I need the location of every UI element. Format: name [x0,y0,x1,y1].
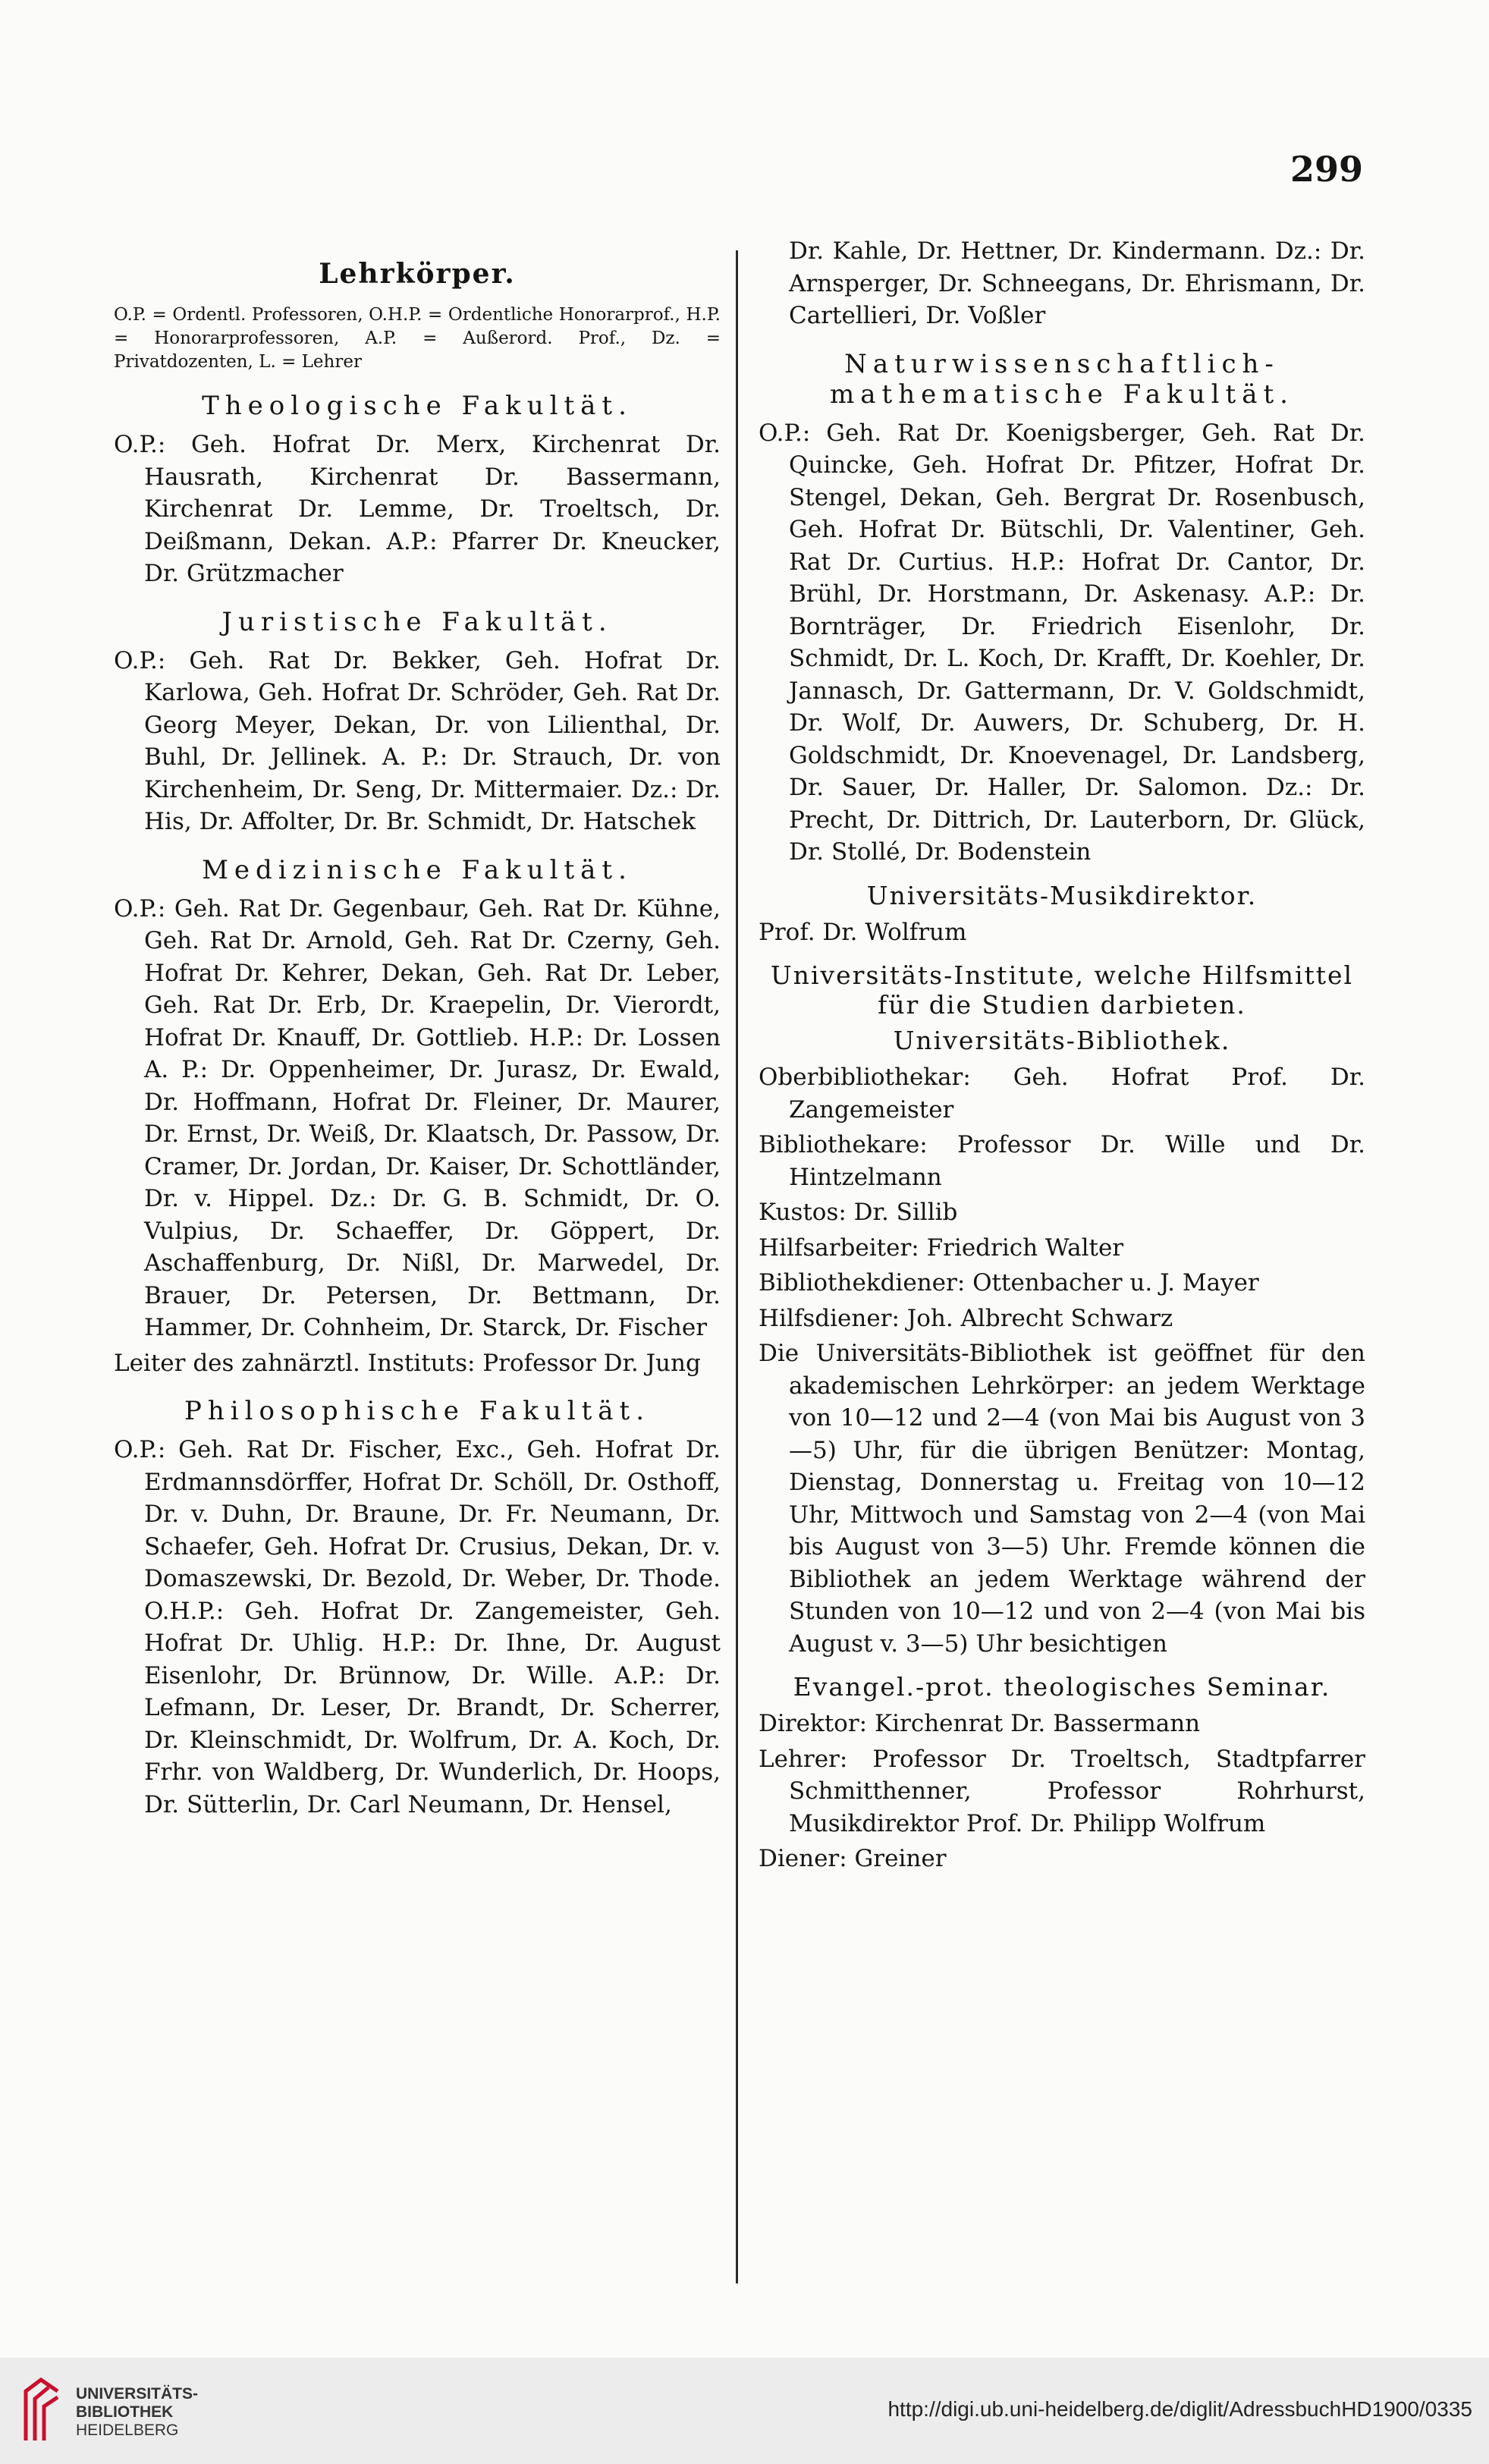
philosophy-title: Philosophische Fakultät. [184,1396,651,1426]
seminar-title: Evangel.-prot. theologisches Seminar. [793,1672,1331,1702]
brand-line3: HEIDELBERG [76,2422,179,2439]
brand-line2: BIBLIOTHEK [76,2403,174,2421]
seminar-line: Direktor: Kirchenrat Dr. Bassermann [759,1710,1201,1737]
medicine-text: O.P.: Geh. Rat Dr. Gegenbaur, Geh. Rat Dr. Kühne, Geh. Rat Dr. Arnold, Geh. Rat Dr. Czerny, Geh. Hofrat Dr. Kehrer, Dekan, Geh. Rat Dr. Leber, Geh. Rat Dr. Erb, Dr. Kraepelin, Dr. Vierordt, Hofrat Dr. Knauff, Dr. Gottlieb. H.P.: Dr. Lossen A. P.: Dr. Oppenheimer, Dr. Jurasz, Dr. Ewald, Dr. Hoffmann, Hofrat Dr. Fleiner, Dr. Maurer, Dr. Ernst, Dr. Weiß, Dr. Klaatsch, Dr. Passow, Dr. Cramer, Dr. Jordan, Dr. Kaiser, Dr. Schottländer, Dr. v. Hippel. Dz.: Dr. G. B. Schmidt, Dr. O. Vulpius, Dr. Schaeffer, Dr. Göppert, Dr. Aschaffenburg, Dr. Nißl, Dr. Marwedel, Dr. Brauer, Dr. Petersen, Dr. Bettmann, Dr. Hammer, Dr. Cohnheim, Dr. Starck, Dr. Fischer [114,894,721,1341]
library-line: Hilfsdiener: Joh. Albrecht Schwarz [759,1304,1173,1332]
left-column [114,235,721,1824]
library-line: Hilfsarbeiter: Friedrich Walter [759,1234,1124,1262]
column-divider [736,250,738,2283]
science-title: Naturwissenschaftlich-mathematische Fakultät. [830,348,1294,410]
library-brand[interactable] [76,2385,198,2440]
faculty-heading: Lehrkörper. [319,258,516,290]
science-text: O.P.: Geh. Rat Dr. Koenigsberger, Geh. Rat Dr. Quincke, Geh. Hofrat Dr. Pfitzer, Hofrat Dr. Stengel, Dekan, Geh. Bergrat Dr. Rosenbusch, Geh. Hofrat Dr. Bütschli, Dr. Valentiner, Geh. Rat Dr. Curtius. H.P.: Hofrat Dr. Cantor, Dr. Brühl, Dr. Horstmann, Dr. Askenasy. A.P.: Dr. Bornträger, Dr. Friedrich Eisenlohr, Dr. Schmidt, Dr. L. Koch, Dr. Krafft, Dr. Koehler, Dr. Jannasch, Dr. Gattermann, Dr. V. Goldschmidt, Dr. Wolf, Dr. Auwers, Dr. Schuberg, Dr. H. Goldschmidt, Dr. Knoevenagel, Dr. Landsberg, Dr. Sauer, Dr. Haller, Dr. Salomon. Dz.: Dr. Precht, Dr. Dittrich, Dr. Lauterborn, Dr. Glück, Dr. Stollé, Dr. Bodenstein [759,419,1365,866]
library-line: Kustos: Dr. Sillib [759,1199,958,1226]
right-column [759,235,1365,1878]
law-title: Juristische Fakultät. [221,606,613,637]
theology-text: O.P.: Geh. Hofrat Dr. Merx, Kirchenrat Dr. Hausrath, Kirchenrat Dr. Bassermann, Kirchenrat Dr. Lemme, Dr. Troeltsch, Dr. Deißmann, Dekan. A.P.: Pfarrer Dr. Kneucker, Dr. Grützmacher [114,431,721,587]
music-director-title: Universitäts-Musikdirektor. [866,880,1258,910]
library-title: Universitäts-Bibliothek. [893,1026,1231,1055]
library-line: Oberbibliothekar: Geh. Hofrat Prof. Dr. Zangemeister [759,1064,1365,1124]
brand-line1: UNIVERSITÄTS- [76,2385,199,2403]
page-number: 299 [1290,149,1363,190]
library-hours: Die Universitäts-Bibliothek ist geöffnet für den akademischen Lehrkörper: an jedem Werktage von 10—12 und 2—4 (von Mai bis August von 3—5) Uhr, für die übrigen Benützer: Montag, Dienstag, Donnerstag u. Freitag von 10—12 Uhr, Mittwoch und Samstag von 2—4 (von Mai bis August von 3—5) Uhr. Fremde können die Bibliothek an jedem Werktage während der Stunden von 10—12 und von 2—4 (von Mai bis August v. 3—5) Uhr besichtigen [759,1340,1365,1658]
institutes-title: Universitäts-Institute, welche Hilfsmittel für die Studien darbieten. [770,960,1354,1020]
theology-title: Theologische Fakultät. [202,391,633,421]
seminar-line: Diener: Greiner [759,1845,947,1872]
philosophy-text: O.P.: Geh. Rat Dr. Fischer, Exc., Geh. Hofrat Dr. Erdmannsdörffer, Hofrat Dr. Schöll, Dr. Osthoff, Dr. v. Duhn, Dr. Braune, Dr. Fr. Neumann, Dr. Schaefer, Geh. Hofrat Dr. Crusius, Dekan, Dr. v. Domaszewski, Dr. Bezold, Dr. Weber, Dr. Thode. O.H.P.: Geh. Hofrat Dr. Zangemeister, Geh. Hofrat Dr. Uhlig. H.P.: Dr. Ihne, Dr. August Eisenlohr, Dr. Brünnow, Dr. Wille. A.P.: Dr. Lefmann, Dr. Leser, Dr. Brandt, Dr. Scherrer, Dr. Kleinschmidt, Dr. Wolfrum, Dr. A. Koch, Dr. Frhr. von Waldberg, Dr. Wunderlich, Dr. Hoops, Dr. Sütterlin, Dr. Carl Neumann, Dr. Hensel, [114,1436,721,1818]
library-line: Bibliothekare: Professor Dr. Wille und Dr. Hintzelmann [759,1131,1365,1191]
law-text: O.P.: Geh. Rat Dr. Bekker, Geh. Hofrat Dr. Karlowa, Geh. Hofrat Dr. Schröder, Geh. Rat Dr. Georg Meyer, Dekan, Dr. von Lilienthal, Dr. Buhl, Dr. Jellinek. A. P.: Dr. Strauch, Dr. von Kirchenheim, Dr. Seng, Dr. Mittermaier. Dz.: Dr. His, Dr. Affolter, Dr. Br. Schmidt, Dr. Hatschek [114,646,721,835]
library-logo-icon[interactable] [18,2376,65,2444]
philosophy-continued: Dr. Kahle, Dr. Hettner, Dr. Kindermann. Dz.: Dr. Arnsperger, Dr. Schneegans, Dr. Ehrismann, Dr. Cartellieri, Dr. Voßler [789,237,1365,329]
viewer-footer [0,2358,1489,2464]
abbreviation-legend: O.P. = Ordentl. Professoren, O.H.P. = Ordentliche Honorarprof., H.P. = Honorarprofessoren, A.P. = Außerord. Prof., Dz. = Privatdozenten, L. = Lehrer [114,305,721,372]
seminar-line: Lehrer: Professor Dr. Troeltsch, Stadtpfarrer Schmitthenner, Professor Rohrhurst, Musikdirektor Prof. Dr. Philipp Wolfrum [759,1745,1365,1837]
library-line: Bibliothekdiener: Ottenbacher u. J. Mayer [759,1269,1259,1296]
permalink-url[interactable]: http://digi.ub.uni-heidelberg.de/diglit/AdressbuchHD1900/0335 [887,2397,1472,2421]
music-director-text: Prof. Dr. Wolfrum [759,918,967,946]
dental-institute-text: Leiter des zahnärztl. Instituts: Professor Dr. Jung [114,1349,701,1377]
medicine-title: Medizinische Fakultät. [202,854,633,885]
